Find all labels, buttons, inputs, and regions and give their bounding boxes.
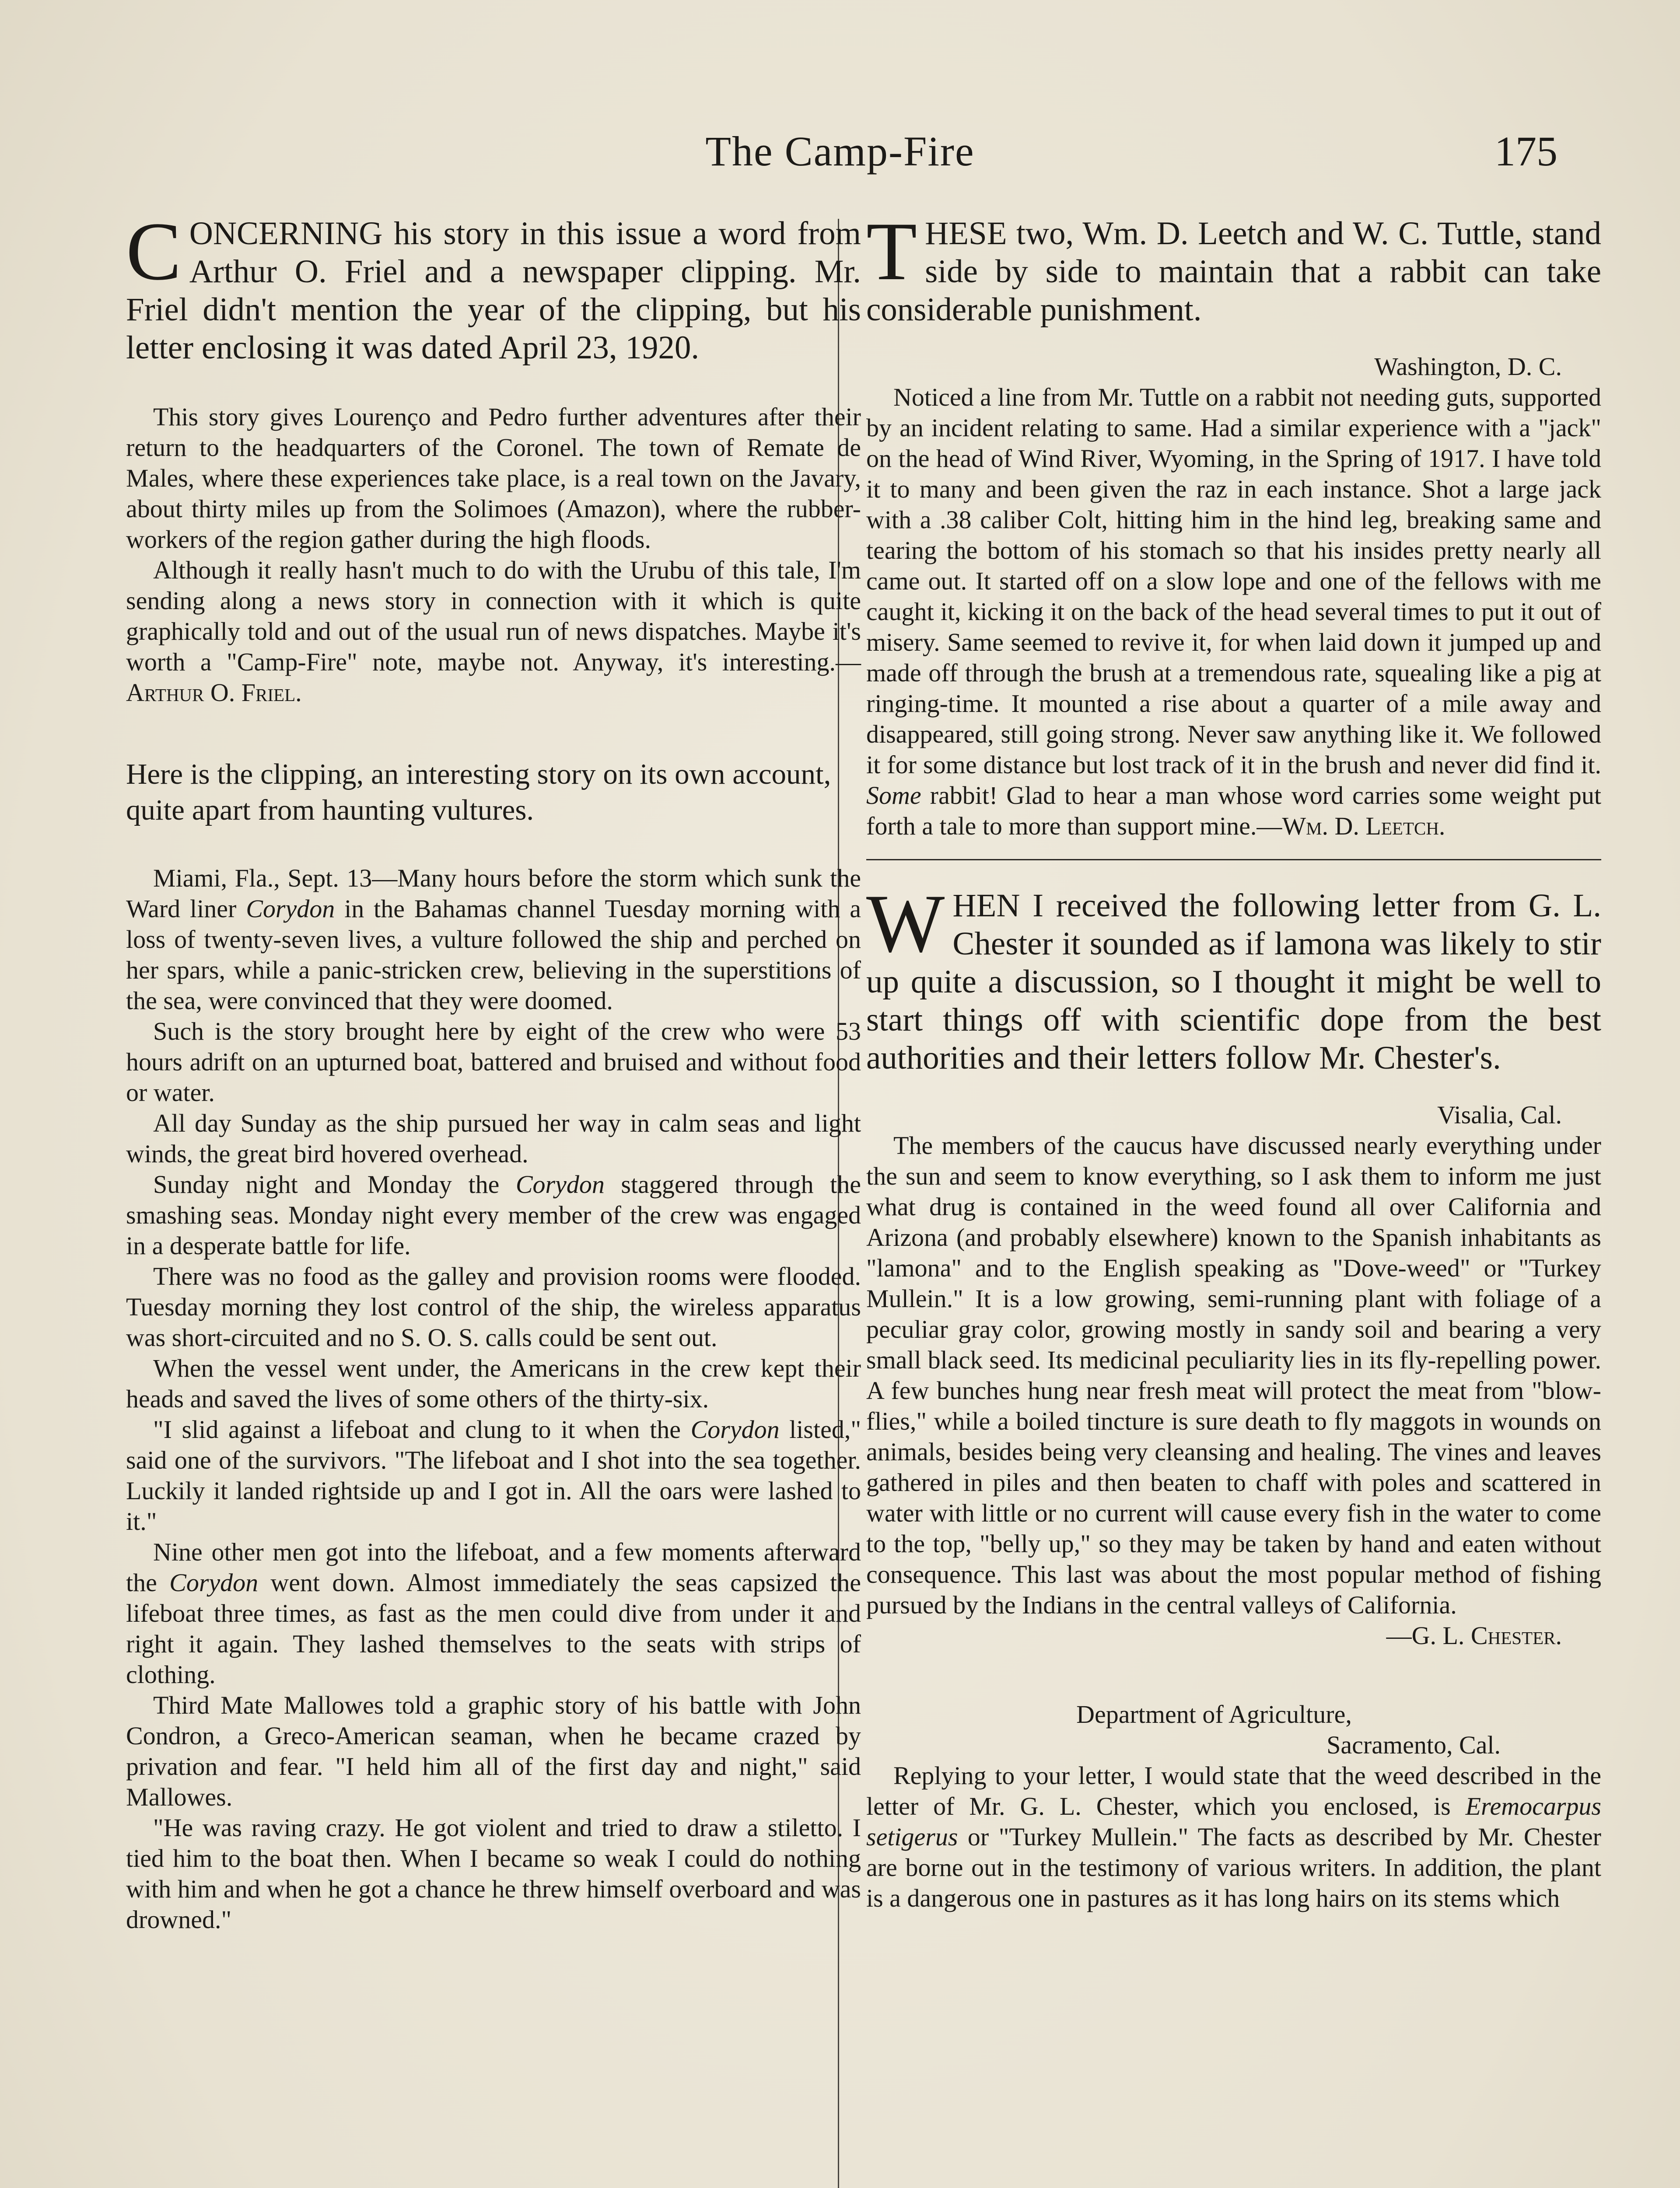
clipping-paragraph: Third Mate Mallowes told a graphic story of his battle with John Condron, a Greco-American seaman, when he became crazed by privation and fear. "I held him all of the first day and night," said Mallowes. [126, 1691, 861, 1811]
clipping-paragraph: All day Sunday as the ship pursued her way in calm seas and light winds, the great bird hovered overhead. [126, 1109, 861, 1168]
clipping-paragraph: There was no food as the galley and provision rooms were flooded. Tuesday morning they lost control of the ship, the wireless apparatus was short-circuited and no S. O. S. calls could be sent out. [126, 1262, 861, 1352]
letter-place: Visalia, Cal. [1437, 1101, 1562, 1129]
letter-place: Washington, D. C. [1374, 352, 1562, 381]
letter-place: Department of Agriculture, [1076, 1700, 1352, 1729]
section-rule [866, 859, 1601, 860]
lamona-intro: WHEN I received the following letter from G. L. Chester it sounded as if lamona was likely to stir up quite a discussion, so I thought it might be well to start things off with scientific dope from the best authorities and their letters follow Mr. Chester's. [866, 878, 1601, 1076]
right-column [866, 206, 1601, 1914]
letter-place: Sacramento, Cal. [1326, 1731, 1501, 1759]
drop-cap: T [866, 206, 917, 298]
friel-signature: Arthur O. Friel. [126, 678, 302, 707]
leetch-letter: Noticed a line from Mr. Tuttle on a rabbit not needing guts, supported by an incident relating to same. Had a similar experience with a "jack" on the head of Wind River, Wyoming, in the Spring of 1917. I have told it to many and been given the raz in each instance. Shot a large jack with a .38 caliber Colt, hitting him in the hind leg, breaking same and tearing the bottom of his stomach so that his insides pretty nearly all came out. It started off on a slow lope and one of the fellows with me caught it, kicking it on the back of the head several times to put it out of misery. Same seemed to revive it, for when laid down it jumped up and made off through the brush at a tremendous rate, squealing like a pig at ringing-time. It mounted a rise about a quarter of a mile away and disappeared, still going strong. Never saw anything like it. We followed it for some distance but lost track of it in the brush and never did find it. Some rabbit! Glad to hear a man whose word carries some weight put forth a tale to more than support mine.—Wm. D. Leetch. [866, 383, 1601, 840]
clipping-paragraph: "He was raving crazy. He got violent and tried to draw a stiletto. I tied him to the boat then. When I became so weak I could do nothing with him and when he got a chance he threw himself overboard and was drowned." [126, 1813, 861, 1934]
clipping-paragraph: Such is the story brought here by eight of the crew who were 53 hours adrift on an upturned boat, battered and bruised and without food or water. [126, 1017, 861, 1107]
clipping-paragraph: Sunday night and Monday the Corydon staggered through the smashing seas. Monday night every member of the crew was engaged in a desperate battle for life. [126, 1170, 861, 1260]
page-number: 175 [1494, 128, 1558, 175]
clipping-paragraph: When the vessel went under, the Americans in the crew kept their heads and saved the lives of some others of the thirty-six. [126, 1354, 861, 1413]
left-column [126, 206, 861, 1935]
friel-letter-paragraph: Although it really hasn't much to do with the Urubu of this tale, I'm sending along a news story in connection with it which is quite graphically told and out of the usual run of news dispatches. Maybe it's worth a "Camp-Fire" note, maybe not. Anyway, it's interesting.—Arthur O. Friel. [126, 556, 861, 707]
running-header-title: The Camp-Fire [705, 128, 975, 175]
clipping-paragraph: "I slid against a lifeboat and clung to it when the Corydon listed," said one of the survivors. "The lifeboat and I shot into the sea together. Luckily it landed rightside up and I got in. All the oars were lashed to it." [126, 1415, 861, 1536]
leetch-signature: Wm. D. Leetch. [1282, 812, 1446, 840]
friel-letter-paragraph: This story gives Lourenço and Pedro further adventures after their return to the headquarters of the Coronel. The town of Remate de Males, where these experiences take place, is a real town on the Javary, about thirty miles up from the Solimoes (Amazon), where the rubber-workers of the region gather during the high floods. [126, 403, 861, 554]
drop-cap: C [126, 206, 182, 298]
drop-cap: W [866, 878, 945, 970]
rabbit-intro: THESE two, Wm. D. Leetch and W. C. Tuttle, stand side by side to maintain that a rabbit can take considerable punishment. [866, 206, 1601, 328]
clipping-intro: Here is the clipping, an interesting story on its own account, quite apart from haunting vultures. [126, 758, 831, 826]
chester-signature: —G. L. Chester. [1386, 1621, 1562, 1650]
friel-intro: CONCERNING his story in this issue a word from Arthur O. Friel and a newspaper clipping. Mr. Friel didn't mention the year of the clipping, but his letter enclosing it was dated April 23, 1920. [126, 206, 861, 366]
clipping-paragraph: Nine other men got into the lifeboat, and a few moments afterward the Corydon went down. Almost immediately the seas capsized the lifeboat three times, as fast as the men could dive from under it and right it again. They lashed themselves to the seats with strips of clothing. [126, 1538, 861, 1689]
agriculture-letter: Replying to your letter, I would state that the weed described in the letter of Mr. G. L. Chester, which you enclosed, is Eremocarpus setigerus or "Turkey Mullein." The facts as described by Mr. Chester are borne out in the testimony of various writers. In addition, the plant is a dangerous one in pastures as it has long hairs on its stems which [866, 1761, 1601, 1912]
clipping-paragraph: Miami, Fla., Sept. 13—Many hours before the storm which sunk the Ward liner Corydon in the Bahamas channel Tuesday morning with a loss of twenty-seven lives, a vulture followed the ship and perched on her spars, while a panic-stricken crew, believing in the superstitions of the sea, were convinced that they were doomed. [126, 864, 861, 1015]
chester-letter: The members of the caucus have discussed nearly everything under the sun and seem to know everything, so I ask them to inform me just what drug is contained in the weed found all over California and Arizona (and probably elsewhere) known to the Spanish inhabitants as "lamona" and to the English speaking as "Dove-weed" or "Turkey Mullein." It is a low growing, semi-running plant with foliage of a peculiar gray color, growing mostly in sandy soil and bearing a very small black seed. Its medicinal peculiarity lies in its fly-repelling power. A few bunches hung near fresh meat will protect the meat from "blow-flies," while a boiled tincture is sure death to fly maggots in wounds on animals, besides being very cleansing and healing. The vines and leaves gathered in piles and then beaten to chaff with poles and scattered in water with little or no current will cause every fish in the water to come to the top, "belly up," so they may be taken by hand and eaten without consequence. This last was about the most popular method of fishing pursued by the Indians in the central valleys of California. [866, 1131, 1601, 1619]
